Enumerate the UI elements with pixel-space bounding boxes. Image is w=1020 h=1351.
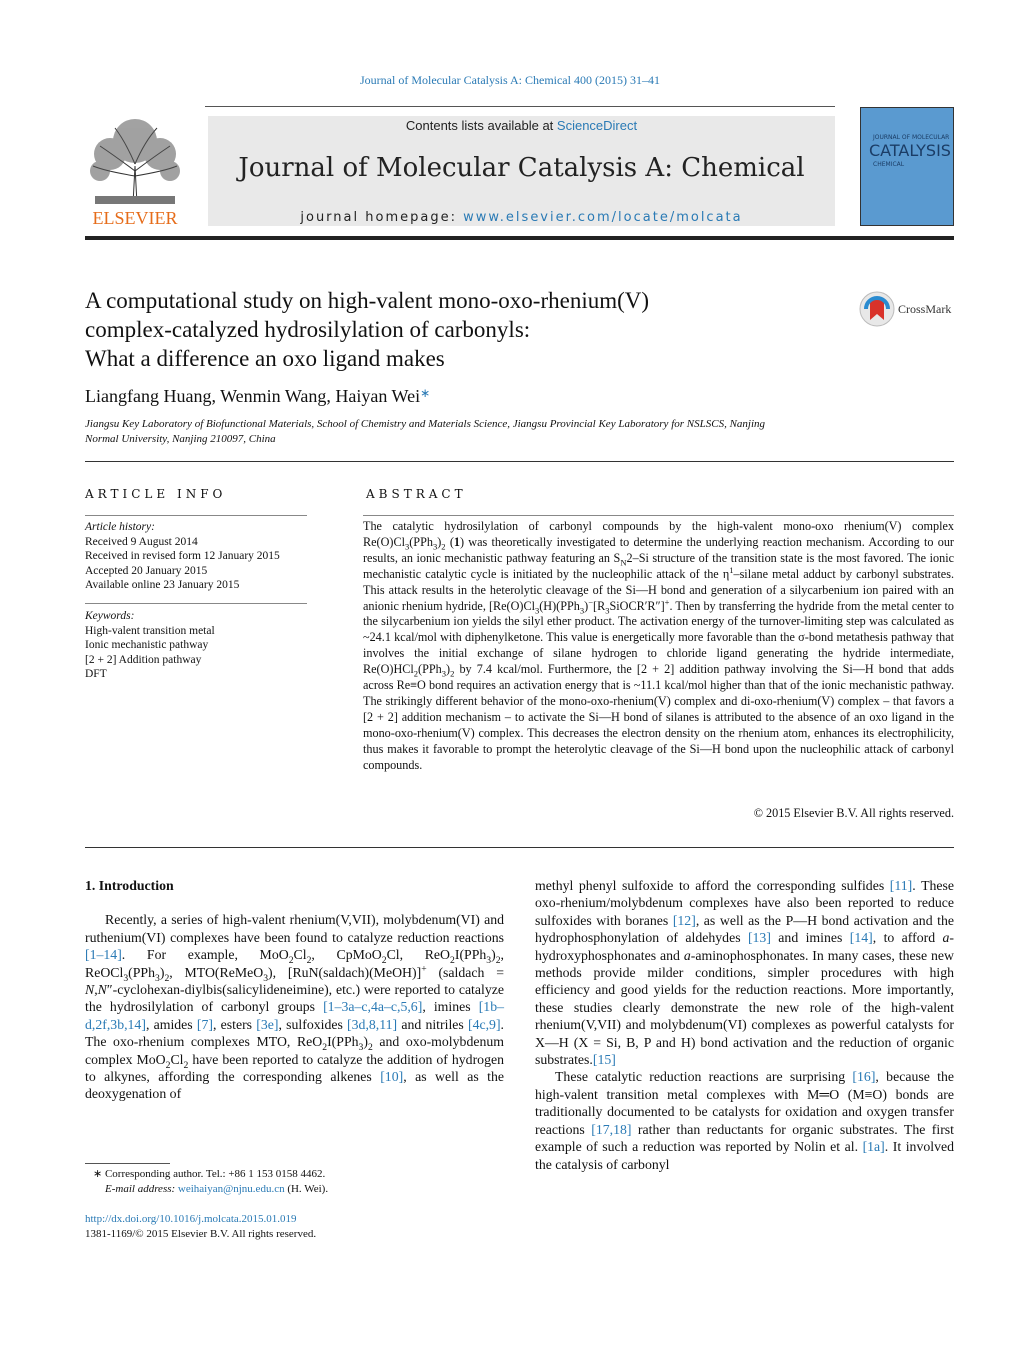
cover-sub2: CHEMICAL: [873, 161, 905, 168]
issn-line: 1381-1169/© 2015 Elsevier B.V. All rights reserved.: [85, 1228, 317, 1240]
contents-line: Contents lists available at ScienceDirect: [405, 118, 638, 133]
abstract-copyright: © 2015 Elsevier B.V. All rights reserved.: [753, 806, 954, 820]
body-rule: [85, 847, 954, 848]
cover-title: CATALYSIS: [869, 141, 951, 160]
keywords-rule: [85, 603, 307, 604]
body-column-right: methyl phenyl sulfoxide to afford the corresponding sulfides [11]. These oxo-rhenium/molybdenum complexes have also been reported to reduce sulfoxides with boranes [12], as well as the P—H bond activation and the hydrophosphonylation of aldehydes [13] and imines [14], to afford a-hydroxyphosphonates and a-aminophosphonates. In many cases, these new methods provide milder conditions, simpler procedures with high efficiency and good yields for the reduction reactions. More importantly, these studies clearly demonstrate the new role of the high-valent rhenium(V,VII) and molybdenum(VI) complexes as powerful catalysts for X—H (X = Si, B, P and H) bond activation and the reduction of organic substrates.[15] These catalytic reduction reactions are surprising [16], because the high-valent transition metal complexes with M═O (M≡O) bonds are traditionally documented to be catalysts for oxidation and oxygen transfer reactions [17,18] rather than reductants for organic substrates. The first example of such a reduction was reported by Nolin et al. [1a]. It involved the catalysis of carbonyl: [535, 878, 955, 1172]
citation-link[interactable]: [7]: [196, 1016, 213, 1032]
crossmark-label: CrossMark: [898, 302, 952, 316]
homepage-link[interactable]: www.elsevier.com/locate/molcata: [463, 210, 743, 225]
elsevier-logo: [85, 116, 185, 228]
article-history: Article history: Received 9 August 2014 Received in revised form 12 January 2015 Accepted 20 January 2015 Available online 23 January 2015: [85, 521, 280, 591]
header-rule: [85, 236, 954, 240]
citation-link[interactable]: [15]: [592, 1052, 616, 1068]
abstract-rule: [363, 515, 954, 516]
body-column-left: 1. Introduction Recently, a series of high-valent rhenium(V,VII), molybdenum(VI) and ruthenium(VI) complexes have been found to catalyze reduction reactions [1–14]. For example, $MoO_2Cl_2$, CpMoO$_2$Cl, $ReO_2I(PPh_3)_2$, $ReOCl_3(PPh_3)_2$, MTO(ReMeO$_3$), [RuN(saldach)(MeOH)]+ (saldach = N,N″-cyclohexan-diylbis(salicylideneimine), etc.) were reported to catalyze the hydrosilylation of carbonyl groups [1–3a–c,4a–c,5,6], imines [1b–d,2f,3b,14], amides [7], esters [3e], sulfoxides [3d,8,11] and nitriles [4c,9]. The oxo-rhenium complexes MTO, $ReO_2I(PPh_3)_2$ and oxo-molybdenum complex $MoO_2Cl_2$ have been reported to catalyze the addition of hydrogen to alkynes, affording the corresponding alkenes [10], as well as the deoxygenation of: [85, 878, 505, 1102]
citation-link[interactable]: [14]: [849, 930, 873, 946]
citation-link[interactable]: [3d,8,11]: [347, 1016, 398, 1032]
citation-link[interactable]: [10]: [380, 1069, 404, 1085]
header-top-rule: [205, 106, 835, 107]
footnote: ∗ Corresponding author. Tel.: +86 1 153 0158 4462. E-mail address: weihaiyan@njnu.edu.cn (H. Wei).: [93, 1168, 329, 1195]
doi-link[interactable]: http://dx.doi.org/10.1016/j.molcata.2015.01.019: [85, 1213, 297, 1225]
citation-link[interactable]: [13]: [747, 930, 771, 946]
citation-link[interactable]: [11]: [889, 878, 913, 893]
citation-link[interactable]: [16]: [852, 1069, 876, 1085]
sciencedirect-link[interactable]: ScienceDirect: [556, 118, 638, 133]
abstract-heading: ABSTRACT: [366, 487, 467, 501]
citation-link[interactable]: [1a]: [862, 1139, 885, 1155]
article-info-rule: [85, 515, 307, 516]
citation-link[interactable]: [1–3a–c,4a–c,5,6]: [323, 999, 423, 1015]
affiliation: Jiangsu Key Laboratory of Biofunctional Materials, School of Chemistry and Materials Science, Jiangsu Provincial Key Laboratory for NSLSCS, Nanjing Normal University, Nanjing 210097, China: [85, 418, 766, 445]
citation-link[interactable]: [17,18]: [591, 1121, 632, 1137]
cover-subtitle: JOURNAL OF MOLECULAR: [873, 134, 950, 141]
journal-reference-link[interactable]: Journal of Molecular Catalysis A: Chemical 400 (2015) 31–41: [360, 73, 660, 87]
elsevier-wordmark: ELSEVIER: [92, 208, 178, 228]
abstract-text: The catalytic hydrosilylation of carbonyl compounds by the high-valent mono-oxo rhenium(V) complex $Re(O)Cl_3(PPh_3)_2$ (1) was theoretically investigated to determine the underlying reaction mechanism. According to our results, an ionic mechanistic pathway featuring an $S_N2-Si$ structure of the transition state is the most favored. The ionic mechanistic catalytic cycle is initiated by the nucleophilic attack of the $\eta^1$–silane metal adduct by carbonyl substrates. This attack results in the heterolytic cleavage of the Si—H bond and generation of a silycarbenium ion paired with an anionic rhenium hydride, [$Re(O)Cl_3(H)(PPh_3)^-[R_3SiOCR'R'']^+$. Then by transferring the hydride from the metal center to the silycarbenium ion yields the silyl ether product. The activation energy of the turnover-limiting step was calculated as ~24.1 kcal/mol with diphenylketone. This value is energetically more favorable than the σ-bond metathesis pathway that involves the initial exchange of silane hydrogen to chloride ligand generating the hydride intermediate, $Re(O)HCl_2(PPh_3)_2$ by 7.4 kcal/mol. Furthermore, the [2 + 2] addition pathway involving the Si—H bond that adds across Re≡O bond requires an activation energy that is ~11.1 kcal/mol higher than that of the ionic mechanistic pathway. The strikingly different behavior of the mono-oxo-rhenium(V) complex and di-oxo-rhenium(V) complex – that favors a [2 + 2] addition mechanism – to activate the Si—H bond of silanes is attributed to the absence of an oxo ligand in the mono-oxo-rhenium(V) complex. This decreases the electron density on the rhenium atom, enhances its electrophilicity, thus makes it favorable to prompt the heterolytic cleavage of the Si—H bond upon the nucleophilic attack of carbonyl compounds.: [363, 519, 954, 772]
author-list: Liangfang Huang, Wenmin Wang, Haiyan Wei∗: [85, 386, 431, 406]
footnote-rule: [85, 1163, 170, 1164]
article-info-heading: ARTICLE INFO: [85, 487, 227, 501]
citation-link[interactable]: [4c,9]: [467, 1016, 501, 1032]
corresponding-mark-link[interactable]: ∗: [420, 386, 431, 400]
crossmark-button[interactable]: [858, 290, 958, 330]
citation-link[interactable]: [12]: [672, 912, 696, 928]
section-rule: [85, 461, 954, 462]
journal-title: Journal of Molecular Catalysis A: Chemical: [238, 153, 805, 183]
article-title: A computational study on high-valent mono-oxo-rhenium(V) complex-catalyzed hydrosilylation of carbonyls: What a difference an oxo ligand makes: [85, 288, 650, 371]
journal-cover[interactable]: [860, 107, 954, 226]
introduction-heading: 1. Introduction: [85, 878, 174, 893]
citation-link[interactable]: [1b–d,2f,3b,14]: [85, 999, 504, 1032]
crossmark-icon: [858, 290, 896, 328]
citation-link[interactable]: [1–14]: [85, 947, 122, 963]
keywords: Keywords: High-valent transition metal Ionic mechanistic pathway [2 + 2] Addition pathway DFT: [85, 610, 215, 680]
homepage-line: journal homepage: www.elsevier.com/locate/molcata: [300, 210, 743, 225]
citation-link[interactable]: [3e]: [256, 1016, 279, 1032]
doi-block: [85, 1212, 316, 1242]
email-link[interactable]: weihaiyan@njnu.edu.cn: [177, 1183, 285, 1195]
